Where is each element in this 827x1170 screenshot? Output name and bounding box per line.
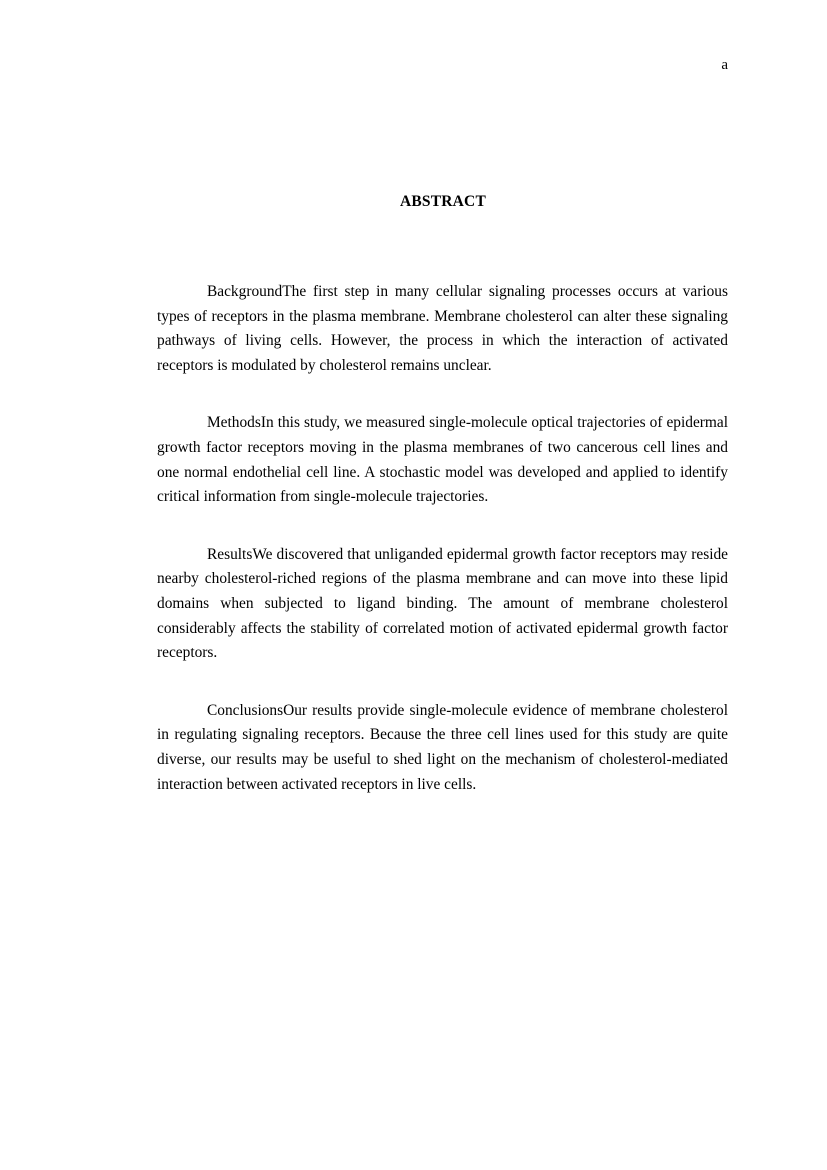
abstract-paragraph-background: BackgroundThe first step in many cellular signaling processes occurs at various types of receptors in the plasma membrane. Membrane cholesterol can alter these signaling pathways of living cells. However, the process in which the interaction of activated receptors is modulated by cholesterol remains unclear. — [157, 283, 728, 374]
page-number: a — [721, 57, 728, 73]
abstract-body — [157, 280, 728, 830]
abstract-heading: ABSTRACT — [399, 193, 486, 210]
abstract-paragraph-results: ResultsWe discovered that unliganded epidermal growth factor receptors may reside nearby cholesterol-riched regions of the plasma membrane and can move into these lipid domains when subjected to ligand binding. The amount of membrane cholesterol considerably affects the stability of correlated motion of activated epidermal growth factor receptors. — [157, 545, 728, 662]
abstract-paragraph-conclusions: ConclusionsOur results provide single-molecule evidence of membrane cholesterol in regulating signaling receptors. Because the three cell lines used for this study are quite diverse, our results may be useful to shed light on the mechanism of cholesterol-mediated interaction between activated receptors in live cells. — [157, 701, 728, 793]
abstract-paragraph-methods: MethodsIn this study, we measured single-molecule optical trajectories of epidermal growth factor receptors moving in the plasma membranes of two cancerous cell lines and one normal endothelial cell line. A stochastic model was developed and applied to identify critical information from single-molecule trajectories. — [157, 414, 728, 506]
